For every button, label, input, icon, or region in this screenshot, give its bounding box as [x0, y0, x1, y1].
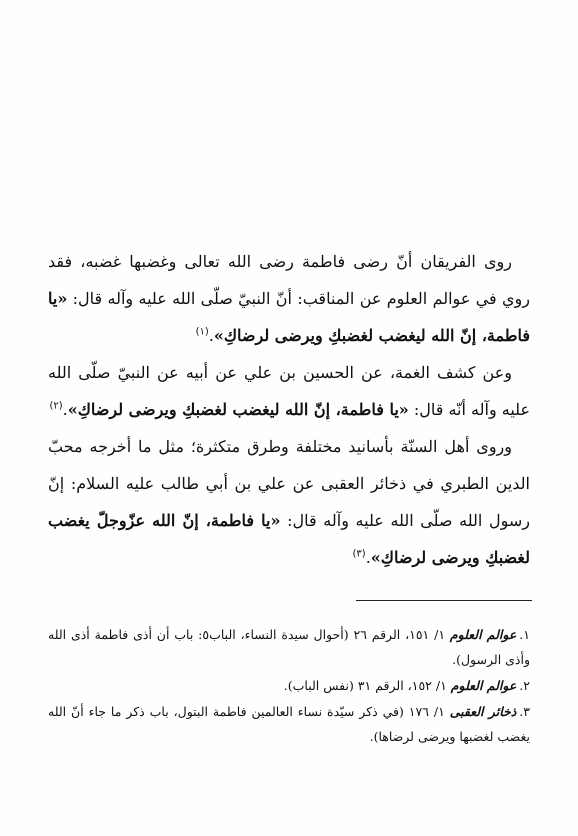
footnote-marker-2: (٢)	[49, 400, 63, 412]
paragraph-2	[48, 354, 530, 428]
footnote-3	[48, 699, 530, 749]
footnote-2-number: ٢.	[519, 678, 530, 693]
footnote-3-number: ٣.	[519, 704, 530, 719]
paragraph-2-end: .	[62, 400, 68, 419]
paragraph-3-hadith-quote: «يا فاطمة، إنّ الله عزّوجلّ يغضب لغضبكِ ويرضى لرضاكِ»	[48, 511, 530, 567]
footnote-marker-1: (١)	[195, 326, 209, 338]
main-text-body	[48, 243, 530, 576]
footnote-divider	[356, 600, 532, 601]
footnote-2	[48, 673, 530, 698]
footnote-1-number: ١.	[519, 627, 530, 642]
paragraph-1-end: .	[208, 326, 214, 345]
paragraph-3	[48, 428, 530, 576]
footnote-3-source: ذخائر العقبى	[449, 704, 517, 719]
footnote-3-text: ١/ ١٧٦ (في ذكر سيّدة نساء العالمين فاطمة البتول، باب ذكر ما جاء أنّ الله يغضب لغضبها ويرضى لرضاها).	[48, 704, 530, 744]
footnote-1	[48, 622, 530, 672]
paragraph-1-text: روى الفريقان أنّ رضى فاطمة رضى الله تعالى وغضبها غضبه، فقد روي في عوالم العلوم عن المناقب: أنّ النبيّ صلّى الله عليه وآله قال:	[48, 252, 530, 308]
paragraph-2-hadith-quote: «يا فاطمة، إنّ الله ليغضب لغضبكِ ويرضى لرضاكِ»	[67, 400, 409, 419]
paragraph-3-end: .	[365, 548, 371, 567]
paragraph-1-hadith-quote: «يا فاطمة، إنّ الله ليغضب لغضبكِ ويرضى لرضاكِ»	[48, 289, 530, 345]
paragraph-2-text: وعن كشف الغمة، عن الحسين بن علي عن أبيه عن النبيّ صلّى الله عليه وآله أنّه قال:	[48, 363, 530, 419]
footnote-2-text: ١/ ١٥٢، الرقم ٣١ (نفس الباب).	[283, 678, 451, 693]
footnote-2-source: عوالم العلوم	[450, 678, 517, 693]
footnote-1-source: عوالم العلوم	[449, 627, 517, 642]
paragraph-1	[48, 243, 530, 354]
paragraph-3-text: وروى أهل السنّة بأسانيد مختلفة وطرق متكثرة؛ مثل ما أخرجه محبّ الدين الطبري في ذخائر العقبى عن علي بن أبي طالب عليه السلام: إنّ رسول الله صلّى الله عليه وآله قال:	[48, 437, 530, 530]
footnote-1-text: ١/ ١٥١، الرقم ٢٦ (أحوال سيدة النساء، الباب٥: باب أن أذى فاطمة أذى الله وأذى الرسول).	[48, 627, 530, 667]
footnotes-section	[48, 622, 530, 750]
footnote-marker-3: (٣)	[352, 548, 366, 560]
